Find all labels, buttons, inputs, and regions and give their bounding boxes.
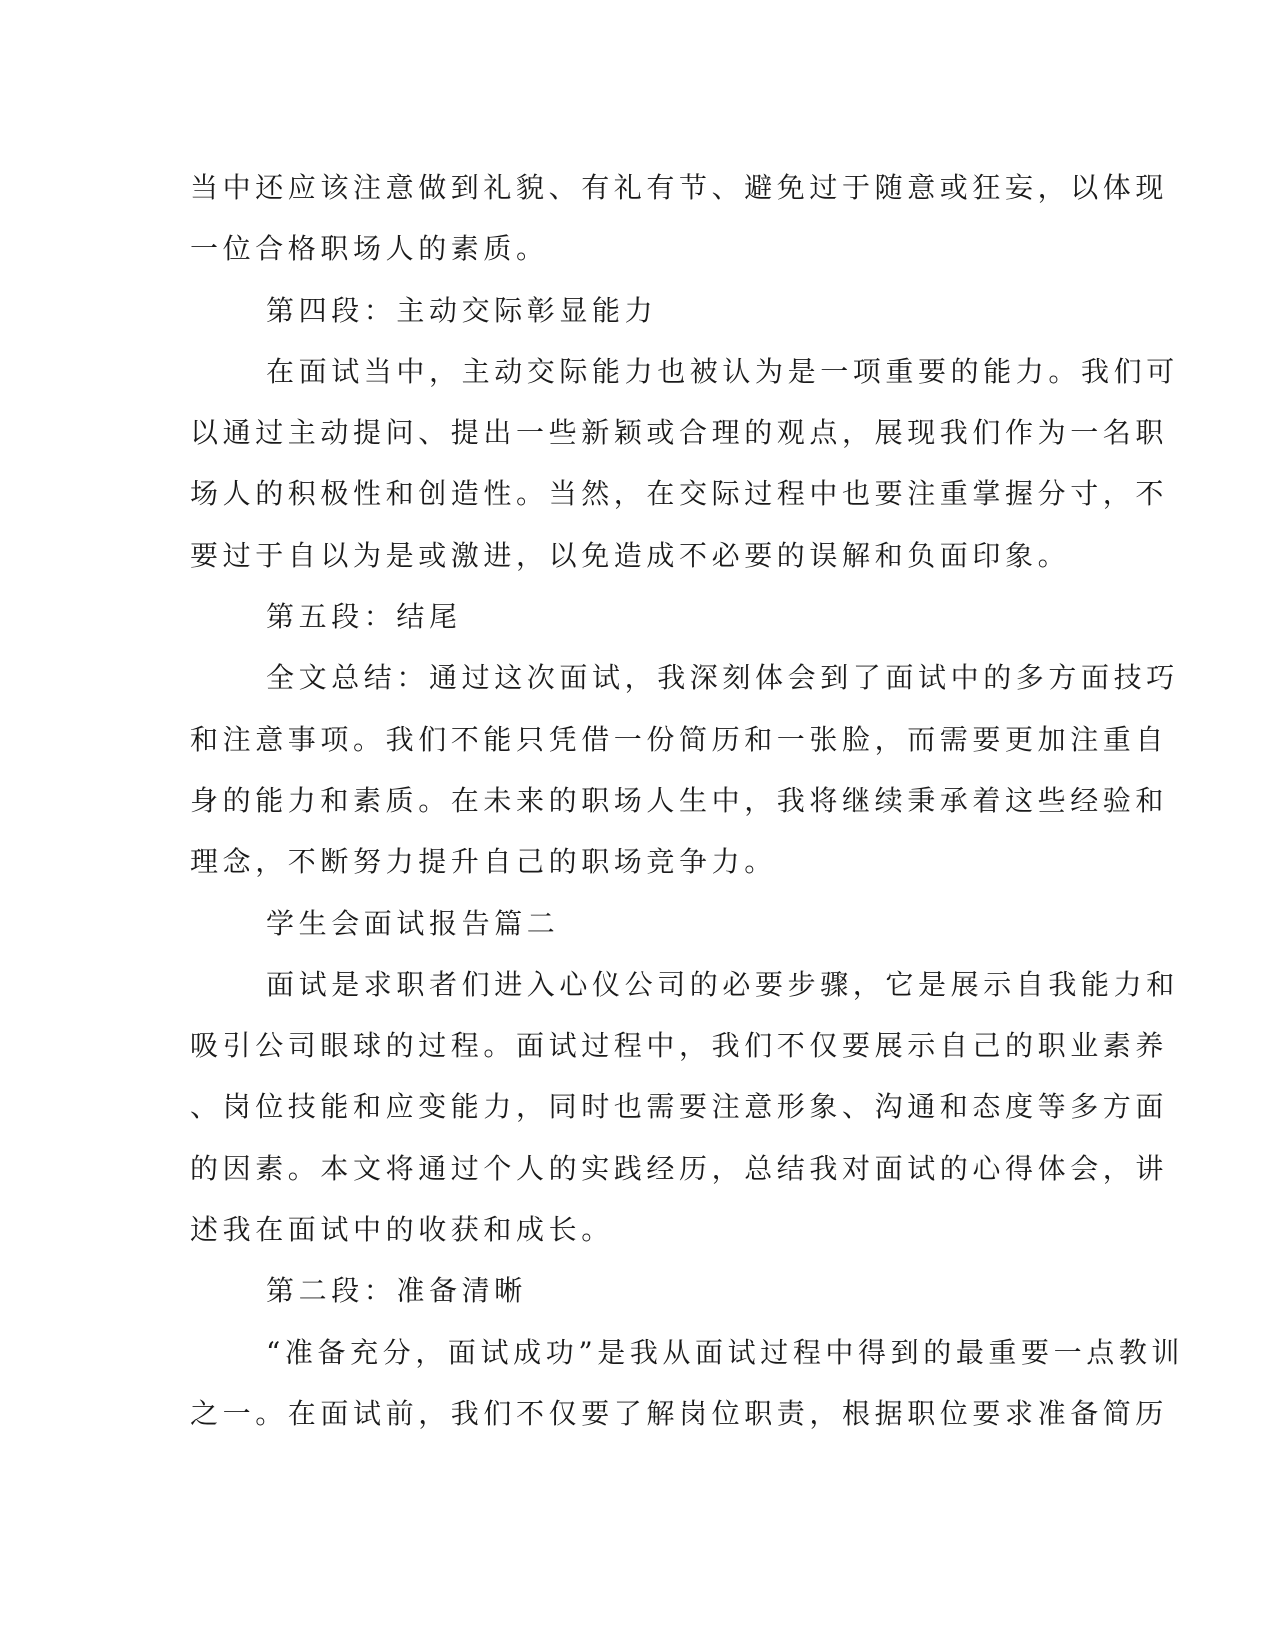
text-line: 当中还应该注意做到礼貌、有礼有节、避免过于随意或狂妄，以体现 xyxy=(190,171,1169,204)
paragraph-first-line: 面试是求职者们进入心仪公司的必要步骤，它是展示自我能力和 xyxy=(266,967,1179,1001)
text-line: 场人的积极性和创造性。当然，在交际过程中也要注重掌握分寸，不 xyxy=(190,477,1169,511)
text-line: 理念，不断努力提升自己的职场竞争力。 xyxy=(190,845,777,879)
section-heading: 第四段：主动交际彰显能力 xyxy=(266,293,658,327)
article-title: 学生会面试报告篇二 xyxy=(266,906,560,940)
text-line: 要过于自以为是或激进，以免造成不必要的误解和负面印象。 xyxy=(190,538,1071,572)
paragraph-first-line: 在面试当中，主动交际能力也被认为是一项重要的能力。我们可 xyxy=(266,354,1179,388)
text-line: 述我在面试中的收获和成长。 xyxy=(190,1213,614,1247)
section-heading: 第二段：准备清晰 xyxy=(266,1274,527,1308)
paragraph-first-line: 全文总结：通过这次面试，我深刻体会到了面试中的多方面技巧 xyxy=(266,661,1179,695)
text-line: 和注意事项。我们不能只凭借一份简历和一张脸，而需要更加注重自 xyxy=(190,722,1169,756)
text-line: 身的能力和素质。在未来的职场人生中，我将继续秉承着这些经验和 xyxy=(190,783,1169,817)
text-line: 一位合格职场人的素质。 xyxy=(190,232,549,266)
paragraph-first-line: “准备充分，面试成功”是我从面试过程中得到的最重要一点教训 xyxy=(266,1335,1185,1369)
section-heading: 第五段：结尾 xyxy=(266,600,462,634)
text-line: 的因素。本文将通过个人的实践经历，总结我对面试的心得体会，讲 xyxy=(190,1151,1169,1185)
text-line: 、岗位技能和应变能力，同时也需要注意形象、沟通和态度等多方面 xyxy=(190,1090,1169,1124)
text-line: 以通过主动提问、提出一些新颖或合理的观点，展现我们作为一名职 xyxy=(190,416,1169,450)
text-line: 吸引公司眼球的过程。面试过程中，我们不仅要展示自己的职业素养 xyxy=(190,1029,1169,1063)
text-line: 之一。在面试前，我们不仅要了解岗位职责，根据职位要求准备简历 xyxy=(190,1396,1169,1430)
body-text xyxy=(190,157,1185,1444)
